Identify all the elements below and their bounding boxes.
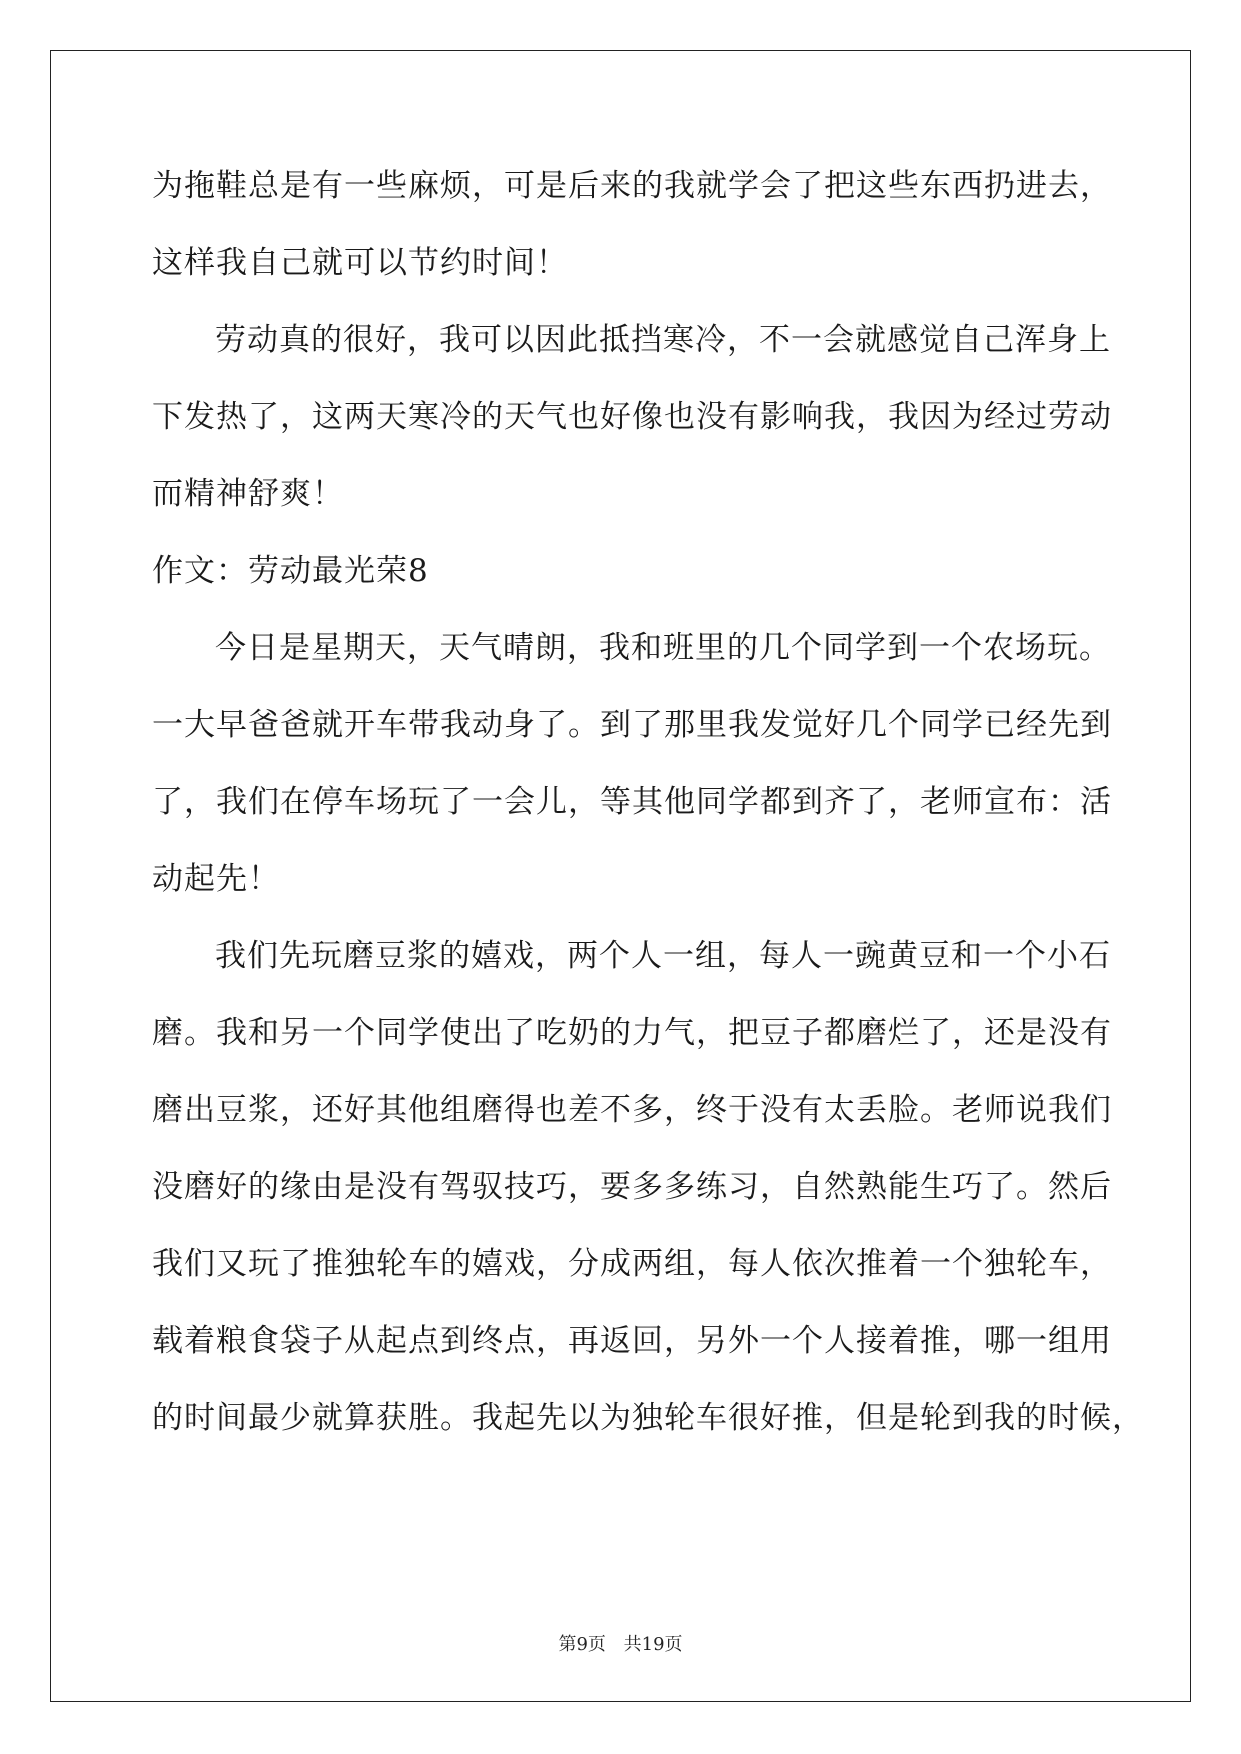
body-line: 一大早爸爸就开车带我动身了。到了那里我发觉好几个同学已经先到 <box>152 707 1112 743</box>
total-pages: 共19页 <box>623 1634 683 1655</box>
body-line: 为拖鞋总是有一些麻烦，可是后来的我就学会了把这些东西扔进去， <box>152 168 1112 204</box>
body-line: 磨。我和另一个同学使出了吃奶的力气，把豆子都磨烂了，还是没有 <box>152 1015 1112 1051</box>
page-footer <box>0 1634 1241 1656</box>
body-line: 而精神舒爽！ <box>152 476 344 512</box>
paragraph-start-line: 劳动真的很好，我可以因此抵挡寒冷，不一会就感觉自己浑身上 <box>215 322 1111 358</box>
body-line: 磨出豆浆，还好其他组磨得也差不多，终于没有太丢脸。老师说我们 <box>152 1092 1112 1128</box>
paragraph-start-line: 今日是星期天，天气晴朗，我和班里的几个同学到一个农场玩。 <box>215 630 1111 666</box>
paragraph-start-line: 我们先玩磨豆浆的嬉戏，两个人一组，每人一豌黄豆和一个小石 <box>215 938 1111 974</box>
body-line: 这样我自己就可以节约时间！ <box>152 245 568 281</box>
body-line: 没磨好的缘由是没有驾驭技巧，要多多练习，自然熟能生巧了。然后 <box>152 1169 1112 1205</box>
body-line: 动起先！ <box>152 861 280 897</box>
body-line: 的时间最少就算获胜。我起先以为独轮车很好推，但是轮到我的时候， <box>152 1400 1144 1436</box>
page-number: 第9页 <box>558 1634 606 1655</box>
body-line: 了，我们在停车场玩了一会儿，等其他同学都到齐了，老师宣布：活 <box>152 784 1112 820</box>
body-line: 我们又玩了推独轮车的嬉戏，分成两组，每人依次推着一个独轮车， <box>152 1246 1112 1282</box>
body-line: 载着粮食袋子从起点到终点，再返回，另外一个人接着推，哪一组用 <box>152 1323 1112 1359</box>
section-heading: 作文：劳动最光荣8 <box>152 553 429 589</box>
body-line: 下发热了，这两天寒冷的天气也好像也没有影响我，我因为经过劳动 <box>152 399 1112 435</box>
